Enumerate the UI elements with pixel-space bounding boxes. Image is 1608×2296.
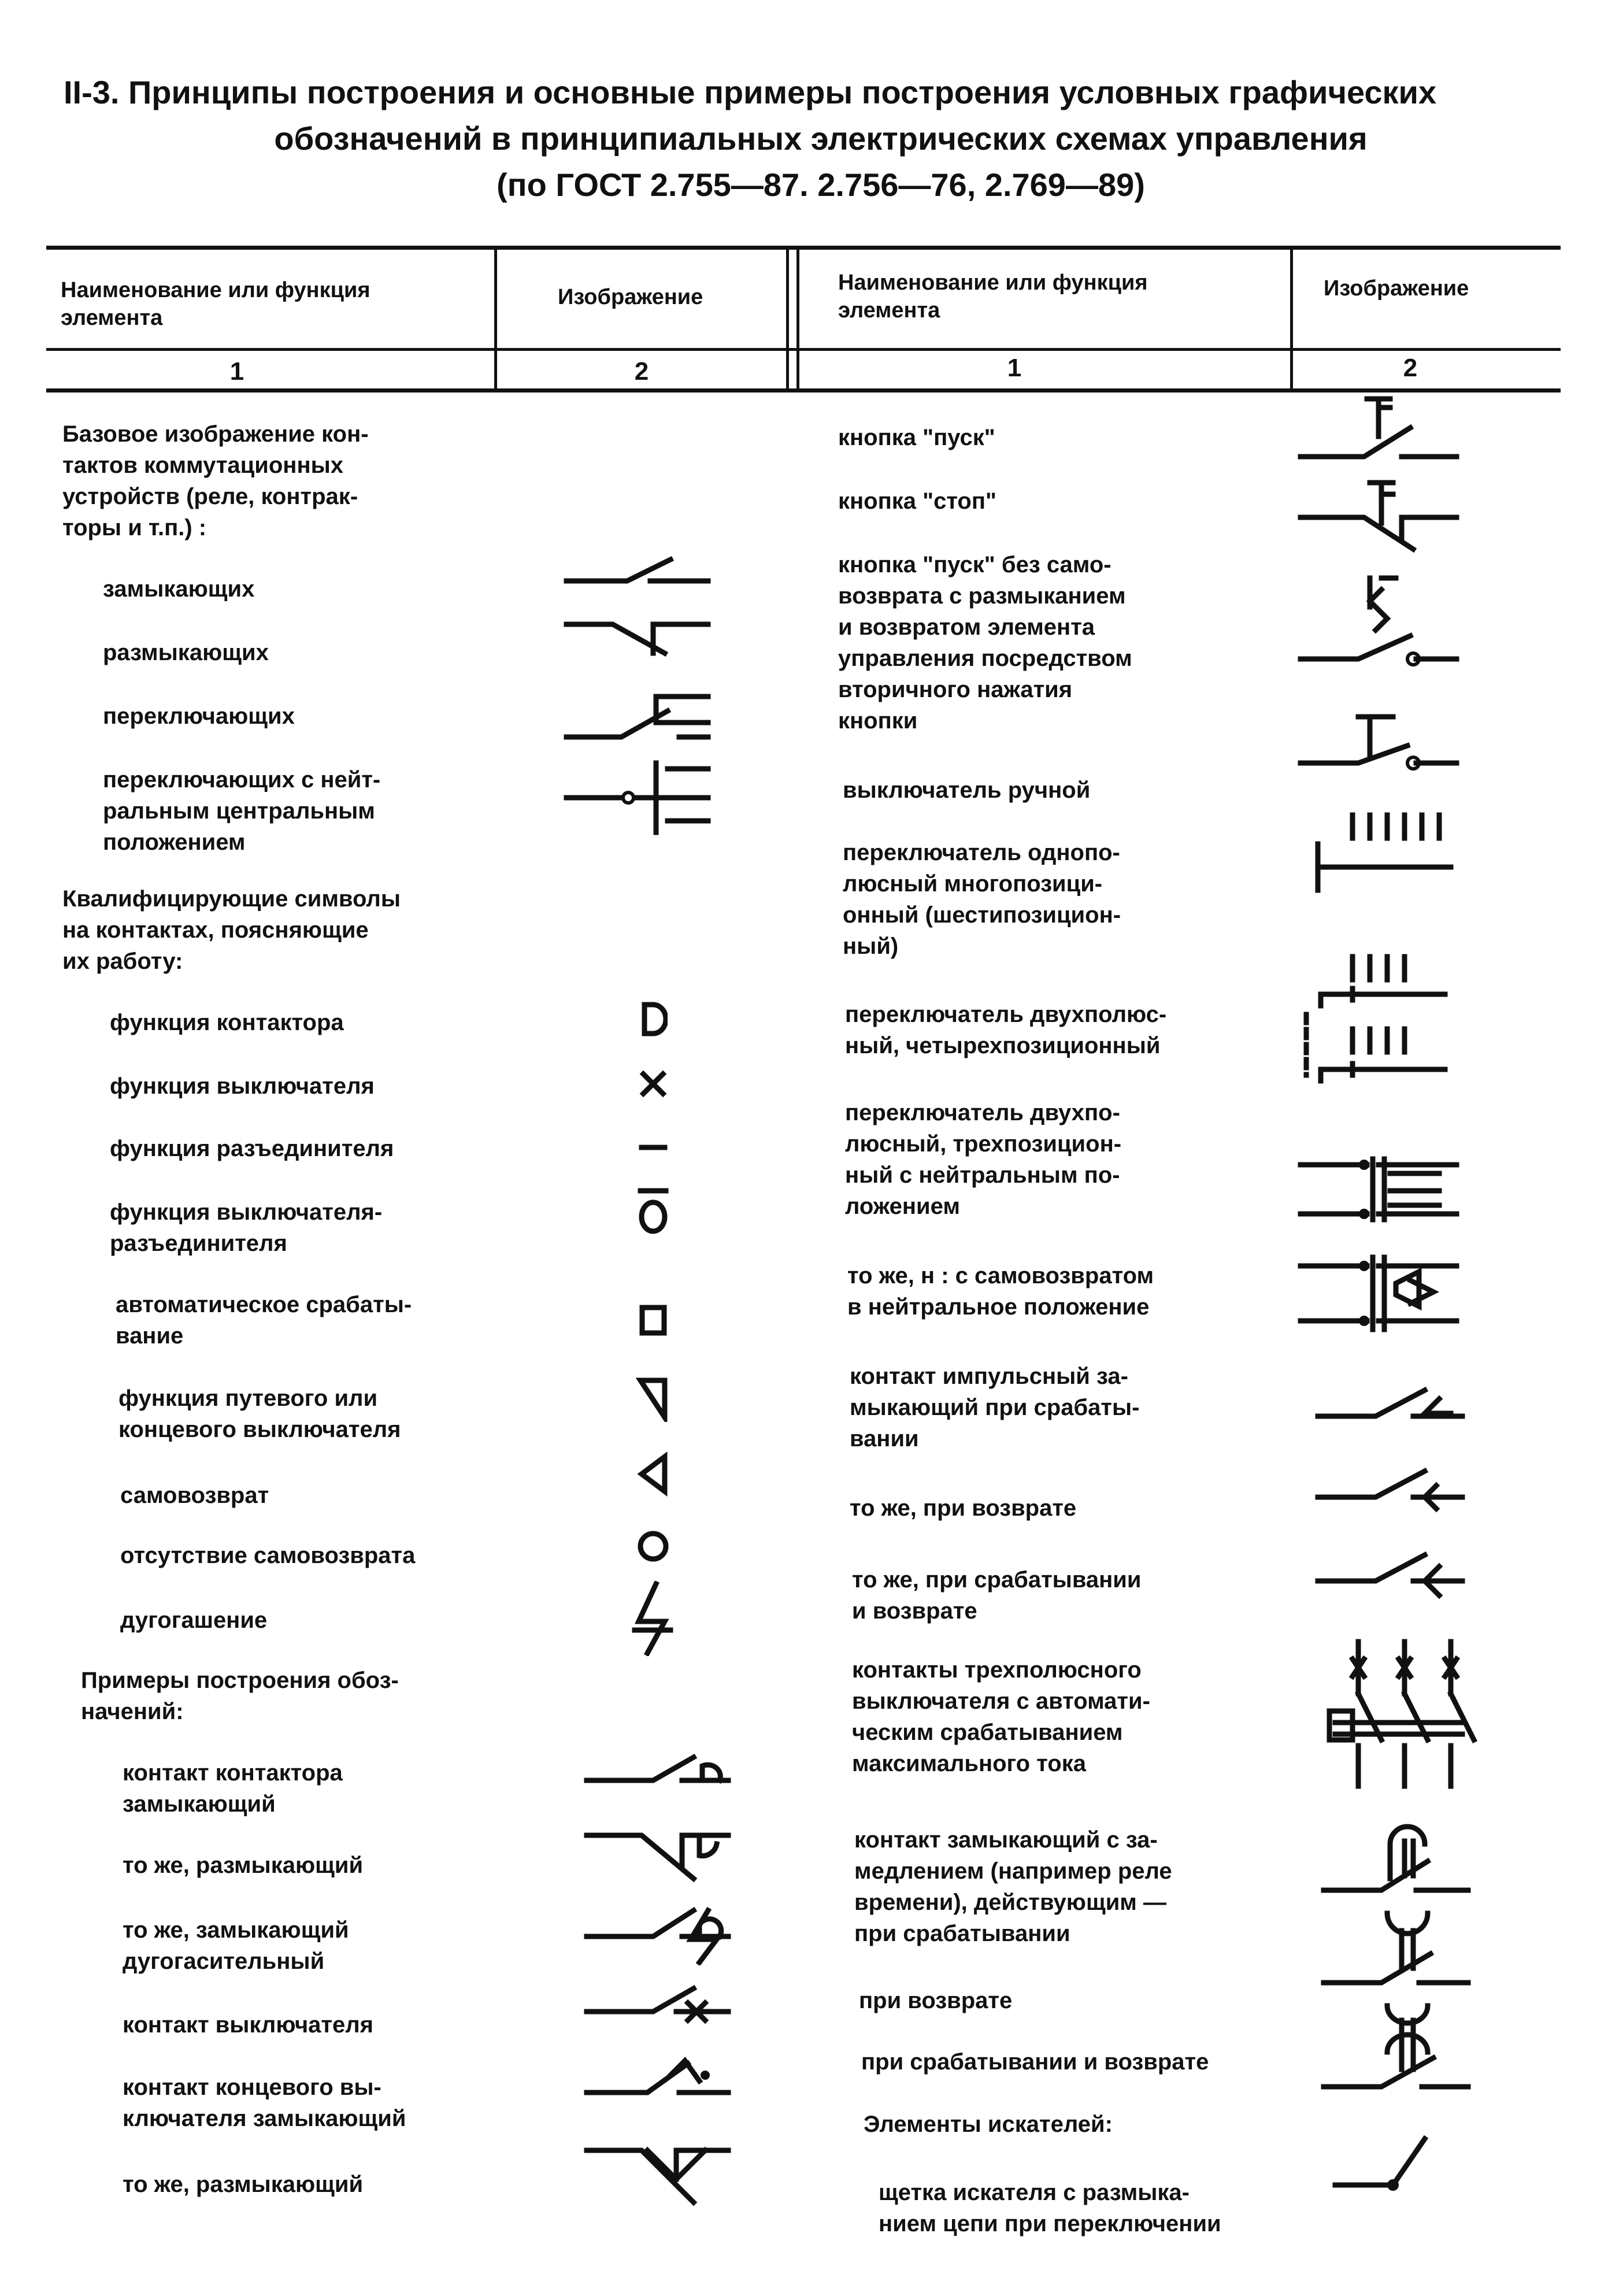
switch-function-symbol bbox=[639, 1069, 668, 1098]
limit-make-symbol bbox=[584, 2046, 734, 2110]
changeover-contact-symbol bbox=[564, 688, 714, 751]
automatic-trip-symbol bbox=[639, 1303, 668, 1338]
no-self-return-symbol bbox=[636, 1526, 670, 1567]
left-item-contactor-arc: то же, замыкающий дугогасительный bbox=[123, 1917, 349, 1974]
left-item-no-self-return: отсутствие самовозврата bbox=[120, 1543, 416, 1568]
three-pole-breaker-symbol bbox=[1324, 1636, 1497, 1798]
title-line-1: II-3. Принципы построения и основные примеры построения условных графических bbox=[64, 74, 1437, 110]
right-item-manual-switch: выключатель ручной bbox=[843, 777, 1091, 803]
arc-quenching-symbol bbox=[630, 1581, 676, 1656]
single-pole-six-pos-symbol bbox=[1295, 809, 1468, 896]
disconnector-function-symbol bbox=[639, 1142, 668, 1153]
contactor-arc-symbol bbox=[584, 1890, 734, 1965]
right-item-stop: кнопка "стоп" bbox=[838, 488, 996, 514]
title-line-2: обозначений в принципиальных электрических схемах управления bbox=[274, 120, 1368, 157]
header-right-image: Изображение bbox=[1324, 276, 1469, 301]
delay-both-symbol bbox=[1318, 1994, 1491, 2098]
right-item-delay-return: при возврате bbox=[859, 1988, 1013, 2013]
right-section-selectors: Элементы искателей: bbox=[864, 2112, 1113, 2137]
left-item-limit-break: то же, размыкающий bbox=[123, 2172, 364, 2197]
left-section-examples: Примеры построения обоз- начений: bbox=[81, 1668, 399, 1724]
col-divider-3 bbox=[1290, 249, 1293, 392]
right-item-two-pole-four: переключатель двухполюс- ный, четырехпозиционный bbox=[845, 1002, 1167, 1058]
selector-brush-symbol bbox=[1324, 2127, 1462, 2202]
break-contact-symbol bbox=[564, 613, 714, 665]
pulse-operate-symbol bbox=[1312, 1370, 1485, 1434]
left-item-disconnector-fn: функция разъединителя bbox=[110, 1136, 394, 1161]
left-item-contactor-fn: функция контактора bbox=[110, 1010, 344, 1035]
right-item-start: кнопка "пуск" bbox=[838, 425, 995, 450]
col-number-4: 2 bbox=[1403, 354, 1418, 382]
left-item-break: размыкающих bbox=[103, 640, 269, 665]
start-button-symbol bbox=[1295, 393, 1468, 468]
contactor-function-symbol bbox=[639, 999, 668, 1039]
right-item-pulse-operate: контакт импульсный за- мыкающий при срабаты- вании bbox=[850, 1364, 1140, 1451]
contactor-break-symbol bbox=[584, 1821, 734, 1890]
start-no-return-symbol bbox=[1295, 566, 1468, 682]
pulse-return-symbol bbox=[1312, 1451, 1485, 1514]
left-item-contactor-break: то же, размыкающий bbox=[123, 1853, 364, 1878]
right-item-three-pole: контакты трехполюсного выключателя с автомати- ческим срабатыванием максимального тока bbox=[852, 1657, 1150, 1776]
left-section-base: Базовое изображение кон- тактов коммутационных устройств (реле, контрак- торы и т.п.) : bbox=[62, 421, 369, 540]
header-right-name: Наименование или функция элемента bbox=[838, 271, 1148, 323]
col-number-2: 2 bbox=[634, 357, 649, 386]
right-item-selector-brush: щетка искателя с размыка- нием цепи при переключении bbox=[879, 2180, 1221, 2236]
number-row-rule bbox=[46, 388, 1561, 392]
left-item-contactor-make: контакт контактора замыкающий bbox=[123, 1760, 343, 1817]
left-item-self-return: самовозврат bbox=[120, 1483, 269, 1508]
title-line-3: (по ГОСТ 2.755—87. 2.756—76, 2.769—89) bbox=[497, 166, 1145, 203]
col-divider-1 bbox=[494, 249, 497, 392]
table-top-rule bbox=[46, 246, 1561, 250]
contactor-make-symbol bbox=[584, 1740, 734, 1798]
right-item-single-pole: переключатель однопо- люсный многопозици- онный (шестипозицион- ный) bbox=[843, 840, 1121, 959]
col-number-3: 1 bbox=[1007, 354, 1022, 382]
left-item-limit-fn: функция путевого или концевого выключателя bbox=[118, 1386, 401, 1442]
changeover-neutral-symbol bbox=[564, 751, 714, 838]
col-divider-center-b bbox=[796, 249, 799, 392]
right-item-pulse-both: то же, при срабатывании и возврате bbox=[852, 1567, 1142, 1624]
header-left-name: Наименование или функция элемента bbox=[61, 278, 370, 330]
stop-button-symbol bbox=[1295, 474, 1468, 566]
two-pole-three-pos-symbol bbox=[1295, 1150, 1468, 1225]
left-item-changeover-neutral: переключающих с нейт- ральным центральным положением bbox=[103, 767, 381, 855]
limit-break-symbol bbox=[584, 2133, 734, 2214]
delay-return-symbol bbox=[1318, 1902, 1491, 1994]
left-item-arc: дугогашение bbox=[120, 1608, 268, 1633]
two-pole-four-pos-symbol bbox=[1295, 948, 1468, 1098]
right-item-two-pole-return: то же, н : с самовозвратом в нейтральное положение bbox=[847, 1263, 1154, 1320]
page-title bbox=[46, 69, 1595, 208]
pulse-both-symbol bbox=[1312, 1532, 1485, 1601]
delay-operate-symbol bbox=[1318, 1809, 1491, 1902]
two-pole-return-symbol bbox=[1295, 1249, 1468, 1335]
col-divider-center-a bbox=[786, 249, 789, 392]
left-item-switch-contact: контакт выключателя bbox=[123, 2012, 374, 2038]
right-item-two-pole-three: переключатель двухпо- люсный, трехпозицион- ный с нейтральным по- ложением bbox=[845, 1100, 1122, 1219]
left-item-limit-make: контакт концевого вы- ключателя замыкающий bbox=[123, 2075, 406, 2131]
right-item-delay-both: при срабатывании и возврате bbox=[861, 2049, 1209, 2075]
header-left-image: Изображение bbox=[558, 285, 703, 309]
self-return-symbol bbox=[636, 1451, 670, 1497]
left-item-make: замыкающих bbox=[103, 576, 255, 602]
manual-switch-symbol bbox=[1295, 705, 1468, 780]
left-item-changeover: переключающих bbox=[103, 703, 295, 729]
col-number-1: 1 bbox=[229, 357, 244, 386]
right-item-delay-operate: контакт замыкающий с за- медлением (например реле времени), действующим — при срабатывании bbox=[854, 1827, 1172, 1946]
switch-contact-symbol bbox=[584, 1977, 734, 2035]
right-item-start-no-return: кнопка "пуск" без само- возврата с размыканием и возвратом элемента управления посредством вторичного нажатия кнопки bbox=[838, 552, 1132, 734]
right-item-pulse-return: то же, при возврате bbox=[850, 1495, 1077, 1521]
switch-disconnector-symbol bbox=[636, 1185, 670, 1237]
limit-switch-symbol bbox=[636, 1376, 670, 1422]
left-item-automatic: автоматическое срабаты- вание bbox=[116, 1292, 412, 1349]
header-bottom-rule bbox=[46, 348, 1561, 351]
left-section-qualifiers: Квалифицирующие символы на контактах, поясняющие их работу: bbox=[62, 886, 401, 974]
left-item-switch-disconnector-fn: функция выключателя- разъединителя bbox=[110, 1199, 383, 1256]
make-contact-symbol bbox=[564, 555, 714, 601]
left-item-switch-fn: функция выключателя bbox=[110, 1073, 375, 1099]
